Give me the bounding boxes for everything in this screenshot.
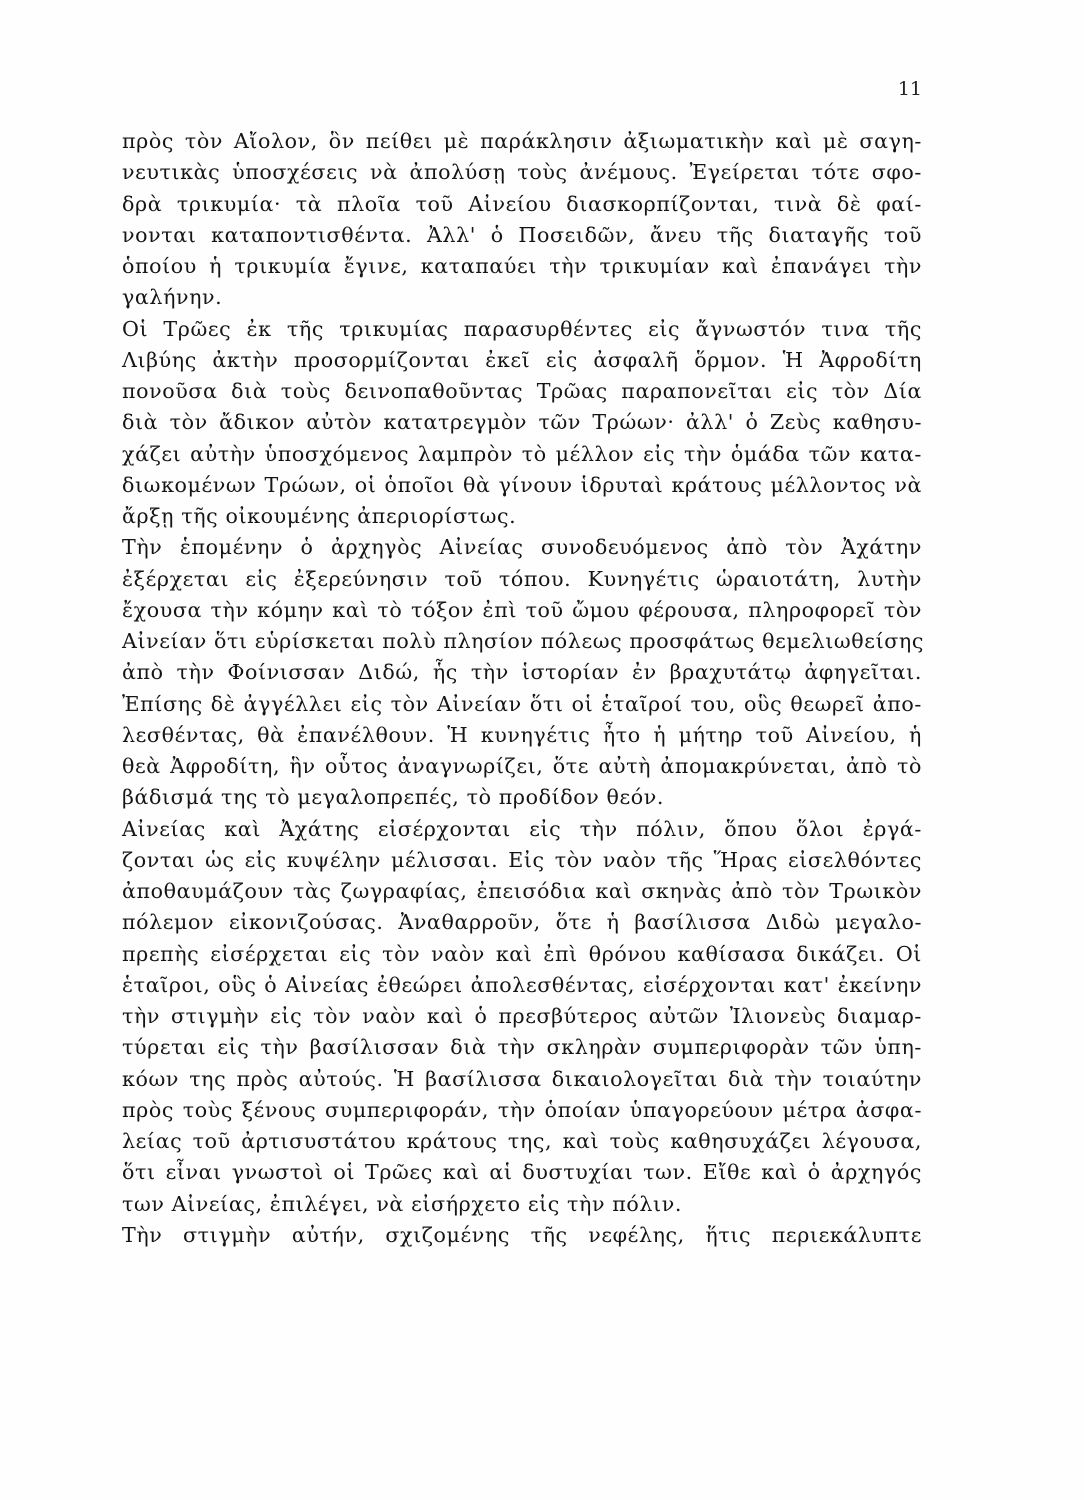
text-line: γαλήνην. <box>122 285 223 310</box>
text-line: ἀποθαυμάζουν τὰς ζωγραφίας, ἐπεισόδια καὶ σκηνὰς ἀπὸ τὸν Τρωικὸν <box>122 879 922 903</box>
text-line: τὴν στιγμὴν εἰς τὸν ναὸν καὶ ὁ πρεσβύτερος αὐτῶν Ἰλιονεὺς διαμαρ- <box>122 1004 922 1028</box>
text-line: ἔχουσα τὴν κόμην καὶ τὸ τόξον ἐπὶ τοῦ ὤμου φέρουσα, πληροφορεῖ τὸν <box>122 597 922 622</box>
text-line: Τὴν ἑπομένην ὁ ἀρχηγὸς Αἰνείας συνοδευόμενος ἀπὸ τὸν Ἀχάτην <box>122 535 922 560</box>
text-line: λείας τοῦ ἀρτισυστάτου κράτους της, καὶ τοὺς καθησυχάζει λέγουσα, <box>122 1129 922 1153</box>
text-line: ὁποίου ἡ τρικυμία ἔγινε, καταπαύει τὴν τρικυμίαν καὶ ἐπανάγει τὴν <box>122 254 922 278</box>
text-line: βάδισμά της τὸ μεγαλοπρεπές, τὸ προδίδον θεόν. <box>122 785 665 810</box>
text-line: τύρεται εἰς τὴν βασίλισσαν διὰ τὴν σκληρὰν συμπεριφορὰν τῶν ὑπη- <box>122 1035 922 1060</box>
text-line: Αἰνείας καὶ Ἀχάτης εἰσέρχονται εἰς τὴν πόλιν, ὅπου ὅλοι ἐργά- <box>122 816 922 841</box>
text-line: λεσθέντας, θὰ ἐπανέλθουν. Ἡ κυνηγέτις ἦτο ἡ μήτηρ τοῦ Αἰνείου, ἡ <box>122 722 922 747</box>
text-line: ζονται ὡς εἰς κυψέλην μέλισσαι. Εἰς τὸν ναὸν τῆς Ἥρας εἰσελθόντες <box>122 847 922 872</box>
text-line: των Αἰνείας, ἐπιλέγει, νὰ εἰσήρχετο εἰς τὴν πόλιν. <box>122 1191 682 1216</box>
text-line: πόλεμον εἰκονιζούσας. Ἀναθαρροῦν, ὅτε ἡ βασίλισσα Διδὼ μεγαλο- <box>122 910 922 935</box>
text-line: χάζει αὐτὴν ὑποσχόμενος λαμπρὸν τὸ μέλλον εἰς τὴν ὁμάδα τῶν κατα- <box>122 441 922 466</box>
text-line: ὅτι εἶναι γνωστοὶ οἱ Τρῶες καὶ αἱ δυστυχίαι των. Εἴθε καὶ ὁ ἀρχηγός <box>122 1160 922 1185</box>
text-line: Τὴν στιγμὴν αὐτήν, σχιζομένης τῆς νεφέλης, ἥτις περιεκάλυπτε <box>122 1222 922 1247</box>
text-line: Οἱ Τρῶες ἐκ τῆς τρικυμίας παρασυρθέντες εἰς ἄγνωστόν τινα τῆς <box>122 316 922 341</box>
text-line: ἑταῖροι, οὓς ὁ Αἰνείας ἐθεώρει ἀπολεσθέντας, εἰσέρχονται κατ' ἐκείνην <box>122 972 922 997</box>
text-line: Ἐπίσης δὲ ἀγγέλλει εἰς τὸν Αἰνείαν ὅτι οἱ ἑταῖροί του, οὓς θεωρεῖ ἀπο- <box>122 691 922 716</box>
text-line: κόων της πρὸς αὐτούς. Ἡ βασίλισσα δικαιολογεῖται διὰ τὴν τοιαύτην <box>122 1066 922 1091</box>
text-line: διὰ τὸν ἄδικον αὐτὸν κατατρεγμὸν τῶν Τρώων· ἀλλ' ὁ Ζεὺς καθησυ- <box>122 410 922 435</box>
body-text <box>122 126 922 1251</box>
text-line: πρὸς τὸν Αἴολον, ὃν πείθει μὲ παράκλησιν ἀξιωματικὴν καὶ μὲ σαγη- <box>122 129 922 153</box>
text-line: πρεπὴς εἰσέρχεται εἰς τὸν ναὸν καὶ ἐπὶ θρόνου καθίσασα δικάζει. Οἱ <box>122 941 922 966</box>
text-line: ἐξέρχεται εἰς ἐξερεύνησιν τοῦ τόπου. Κυνηγέτις ὡραιοτάτη, λυτὴν <box>122 566 922 591</box>
text-line: πρὸς τοὺς ξένους συμπεριφοράν, τὴν ὁποίαν ὑπαγορεύουν μέτρα ἀσφα- <box>122 1097 922 1122</box>
text-line: ἄρξῃ τῆς οἰκουμένης ἀπεριορίστως. <box>122 504 517 528</box>
text-line: διωκομένων Τρώων, οἱ ὁποῖοι θὰ γίνουν ἱδρυταὶ κράτους μέλλοντος νὰ <box>122 472 922 497</box>
text-line: ἀπὸ τὴν Φοίνισσαν Διδώ, ἧς τὴν ἱστορίαν ἐν βραχυτάτῳ ἀφηγεῖται. <box>122 660 922 685</box>
text-line: νευτικὰς ὑποσχέσεις νὰ ἀπολύσῃ τοὺς ἀνέμους. Ἐγείρεται τότε σφο- <box>122 160 922 185</box>
page-number: 11 <box>897 78 922 100</box>
text-line: Λιβύης ἀκτὴν προσορμίζονται ἐκεῖ εἰς ἀσφαλῆ ὅρμον. Ἡ Ἀφροδίτη <box>122 347 922 372</box>
text-line: θεὰ Ἀφροδίτη, ἣν οὗτος ἀναγνωρίζει, ὅτε αὐτὴ ἀπομακρύνεται, ἀπὸ τὸ <box>122 754 922 778</box>
text-line: νονται καταποντισθέντα. Ἀλλ' ὁ Ποσειδῶν, ἄνευ τῆς διαταγῆς τοῦ <box>122 222 922 247</box>
text-line: πονοῦσα διὰ τοὺς δεινοπαθοῦντας Τρῶας παραπονεῖται εἰς τὸν Δία <box>122 379 922 403</box>
text-line: δρὰ τρικυμία· τὰ πλοῖα τοῦ Αἰνείου διασκορπίζονται, τινὰ δὲ φαί- <box>122 191 922 216</box>
text-line: Αἰνείαν ὅτι εὑρίσκεται πολὺ πλησίον πόλεως προσφάτως θεμελιωθείσης <box>122 629 924 653</box>
